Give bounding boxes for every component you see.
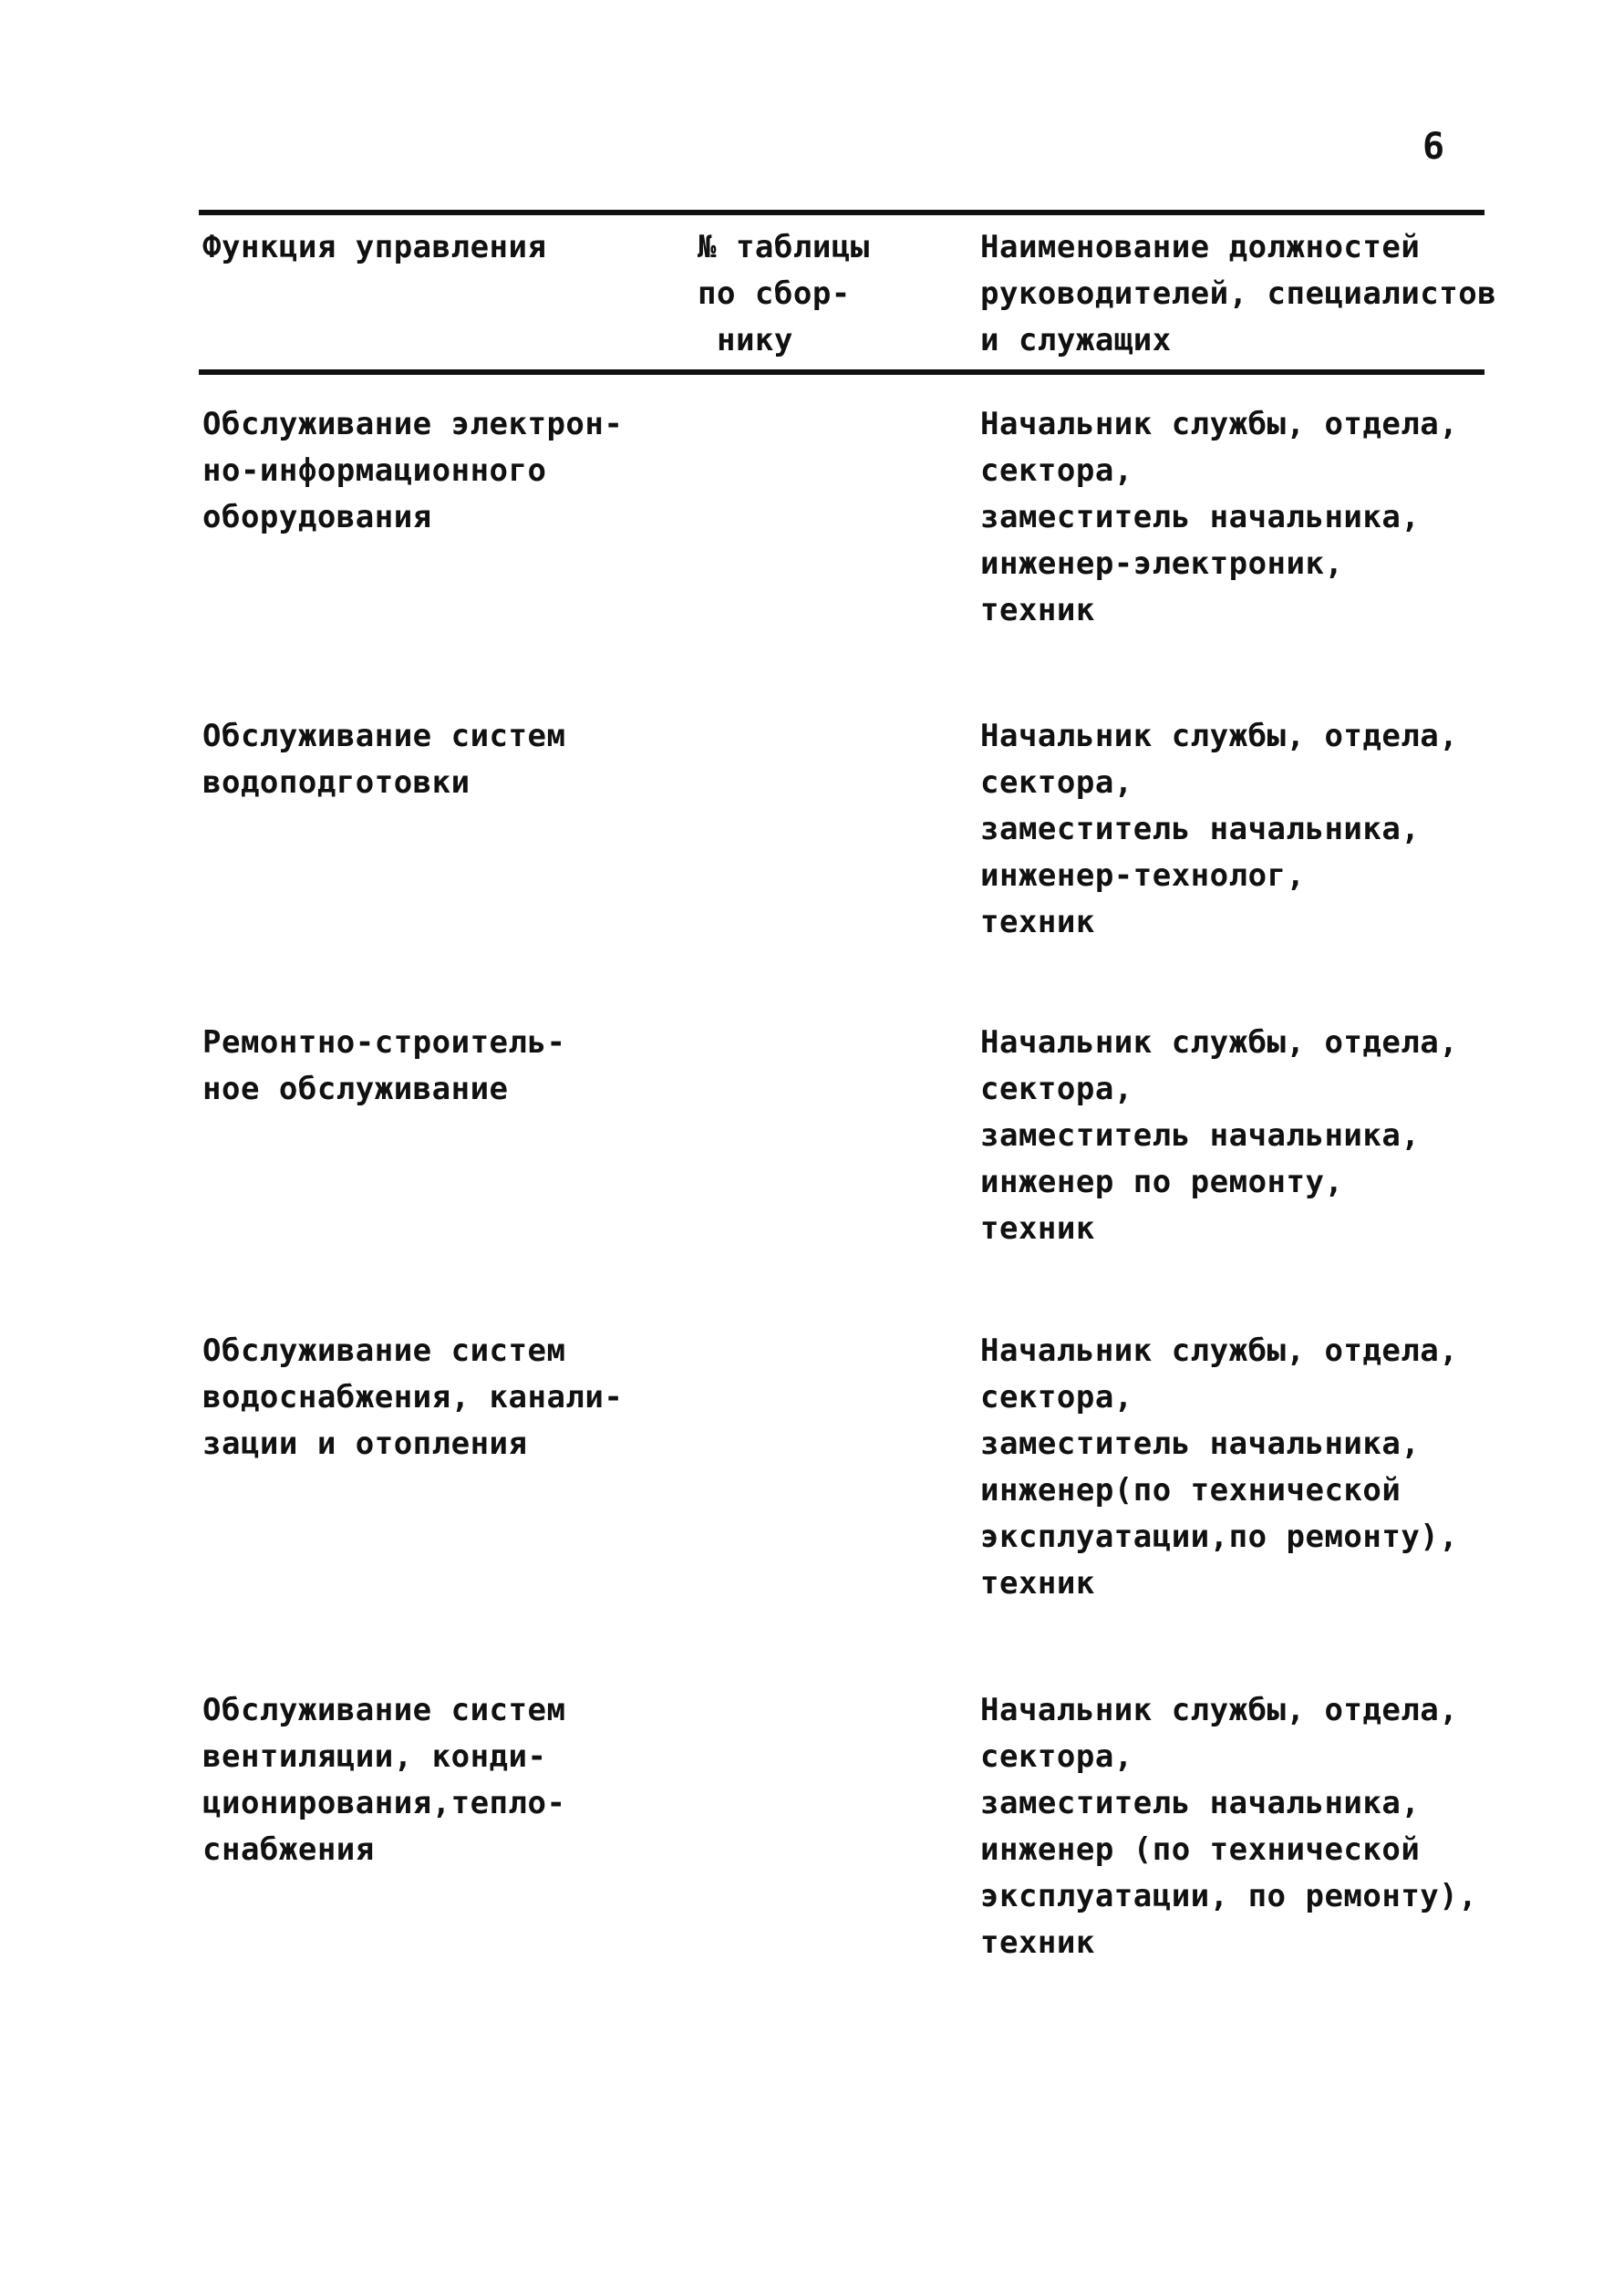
row-function: Ремонтно-строитель- ное обслуживание [202, 1024, 566, 1107]
row-positions: Начальник службы, отдела, сектора, заместитель начальника, инженер по ремонту, техник [980, 1024, 1459, 1247]
table-header-rule [199, 369, 1484, 375]
row-function: Обслуживание систем вентиляции, конди- ционирования,тепло- снабжения [202, 1692, 566, 1868]
header-positions: Наименование должностей руководителей, специалистов и служащих [980, 229, 1497, 358]
page-number: 6 [1422, 126, 1445, 168]
row-positions: Начальник службы, отдела, сектора, заместитель начальника, инженер-электроник, техник [980, 406, 1459, 628]
header-function: Функция управления [202, 229, 547, 265]
row-function: Обслуживание электрон- но-информационного оборудования [202, 406, 624, 535]
row-function: Обслуживание систем водоснабжения, канали- зации и отопления [202, 1333, 624, 1462]
row-positions: Начальник службы, отдела, сектора, заместитель начальника, инженер(по технической эксплуатации,по ремонту), техник [980, 1333, 1459, 1602]
row-function: Обслуживание систем водоподготовки [202, 718, 566, 801]
row-positions: Начальник службы, отдела, сектора, заместитель начальника, инженер (по технической эксплуатации, по ремонту), техник [980, 1692, 1478, 1961]
header-table-number: № таблицы по сбор- нику [698, 229, 870, 358]
row-positions: Начальник службы, отдела, сектора, заместитель начальника, инженер-технолог, техник [980, 718, 1459, 940]
table-top-rule [199, 210, 1484, 215]
